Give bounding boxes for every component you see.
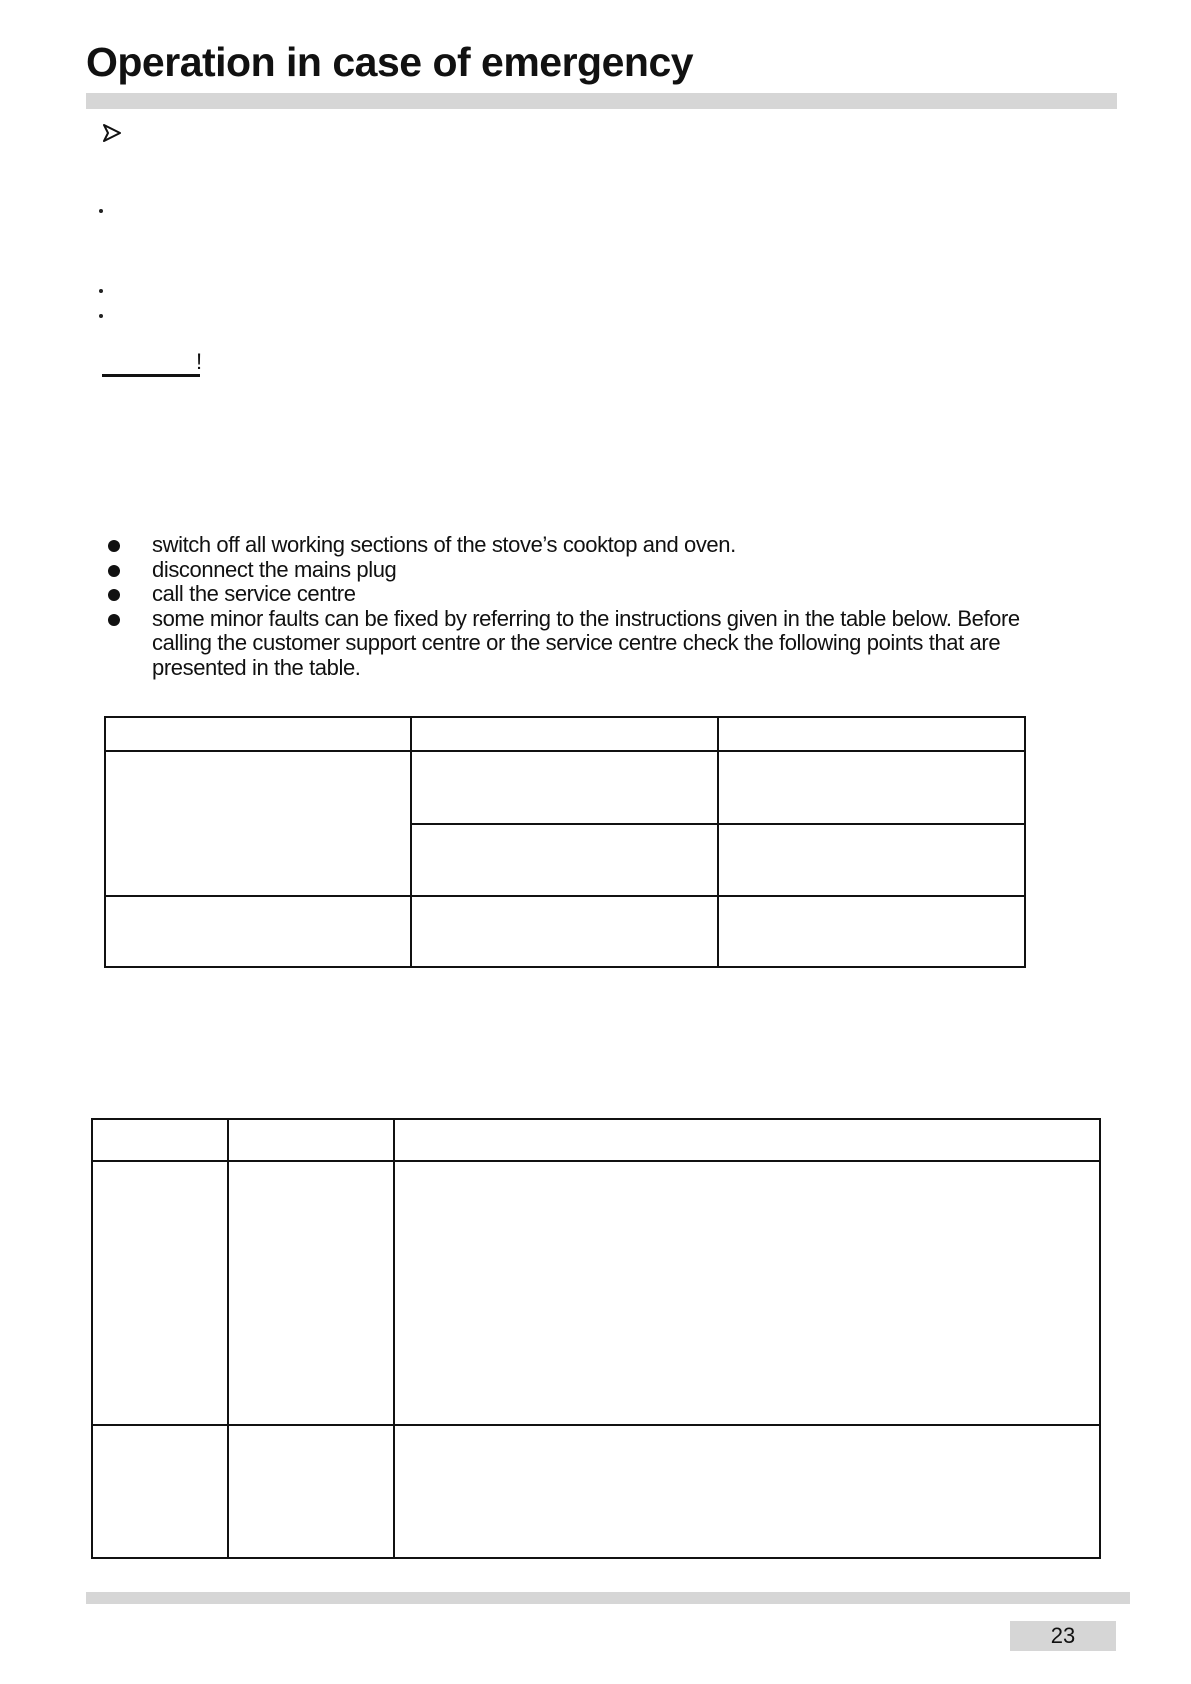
table-cell xyxy=(411,717,718,751)
table-cell xyxy=(92,1161,228,1425)
dot-icon xyxy=(99,314,103,318)
table-cell xyxy=(92,1119,228,1161)
table-row xyxy=(92,1161,1100,1425)
table-cell xyxy=(105,717,411,751)
page-title: Operation in case of emergency xyxy=(86,39,694,85)
step-text: call the service centre xyxy=(152,581,356,606)
table-header-row xyxy=(92,1119,1100,1161)
step-text: some minor faults can be fixed by referring to the instructions given in the table below. Before calling the customer support centre or the service centre check the following points that are presented in the table. xyxy=(152,605,1020,680)
dot-icon xyxy=(99,289,103,293)
list-item xyxy=(106,558,1066,583)
table-row xyxy=(105,751,1025,824)
table-cell xyxy=(394,1161,1100,1425)
dot-icon xyxy=(99,209,103,213)
table-cell xyxy=(718,751,1025,824)
list-item xyxy=(106,533,1066,558)
list-item xyxy=(106,607,1066,681)
arrow-icon xyxy=(102,123,122,143)
table-row xyxy=(105,896,1025,967)
table-cell xyxy=(394,1425,1100,1558)
bullet-icon xyxy=(108,565,120,577)
table-cell xyxy=(411,896,718,967)
table-cell xyxy=(411,751,718,824)
fault-codes-table xyxy=(91,1118,1101,1559)
table-cell xyxy=(228,1119,394,1161)
page-number: 23 xyxy=(1010,1621,1116,1651)
table-cell xyxy=(228,1161,394,1425)
table-cell xyxy=(105,896,411,967)
warning-underline xyxy=(102,374,200,377)
step-text: switch off all working sections of the stove’s cooktop and oven. xyxy=(152,532,736,557)
table-cell xyxy=(394,1119,1100,1161)
table-header-row xyxy=(105,717,1025,751)
warning-mark: ! xyxy=(196,349,203,374)
list-item xyxy=(106,582,1066,607)
table-cell xyxy=(411,824,718,896)
troubleshooting-table xyxy=(104,716,1026,968)
table-row xyxy=(92,1425,1100,1558)
footer-divider xyxy=(86,1592,1130,1604)
table-cell xyxy=(92,1425,228,1558)
table-cell xyxy=(718,824,1025,896)
table-cell xyxy=(105,751,411,896)
bullet-icon xyxy=(108,614,120,626)
header-divider xyxy=(86,93,1117,109)
emergency-steps-list xyxy=(106,533,1066,680)
step-text: disconnect the mains plug xyxy=(152,556,397,582)
table-cell xyxy=(228,1425,394,1558)
bullet-icon xyxy=(108,589,120,601)
table-cell xyxy=(718,896,1025,967)
bullet-icon xyxy=(108,540,120,552)
table-cell xyxy=(718,717,1025,751)
